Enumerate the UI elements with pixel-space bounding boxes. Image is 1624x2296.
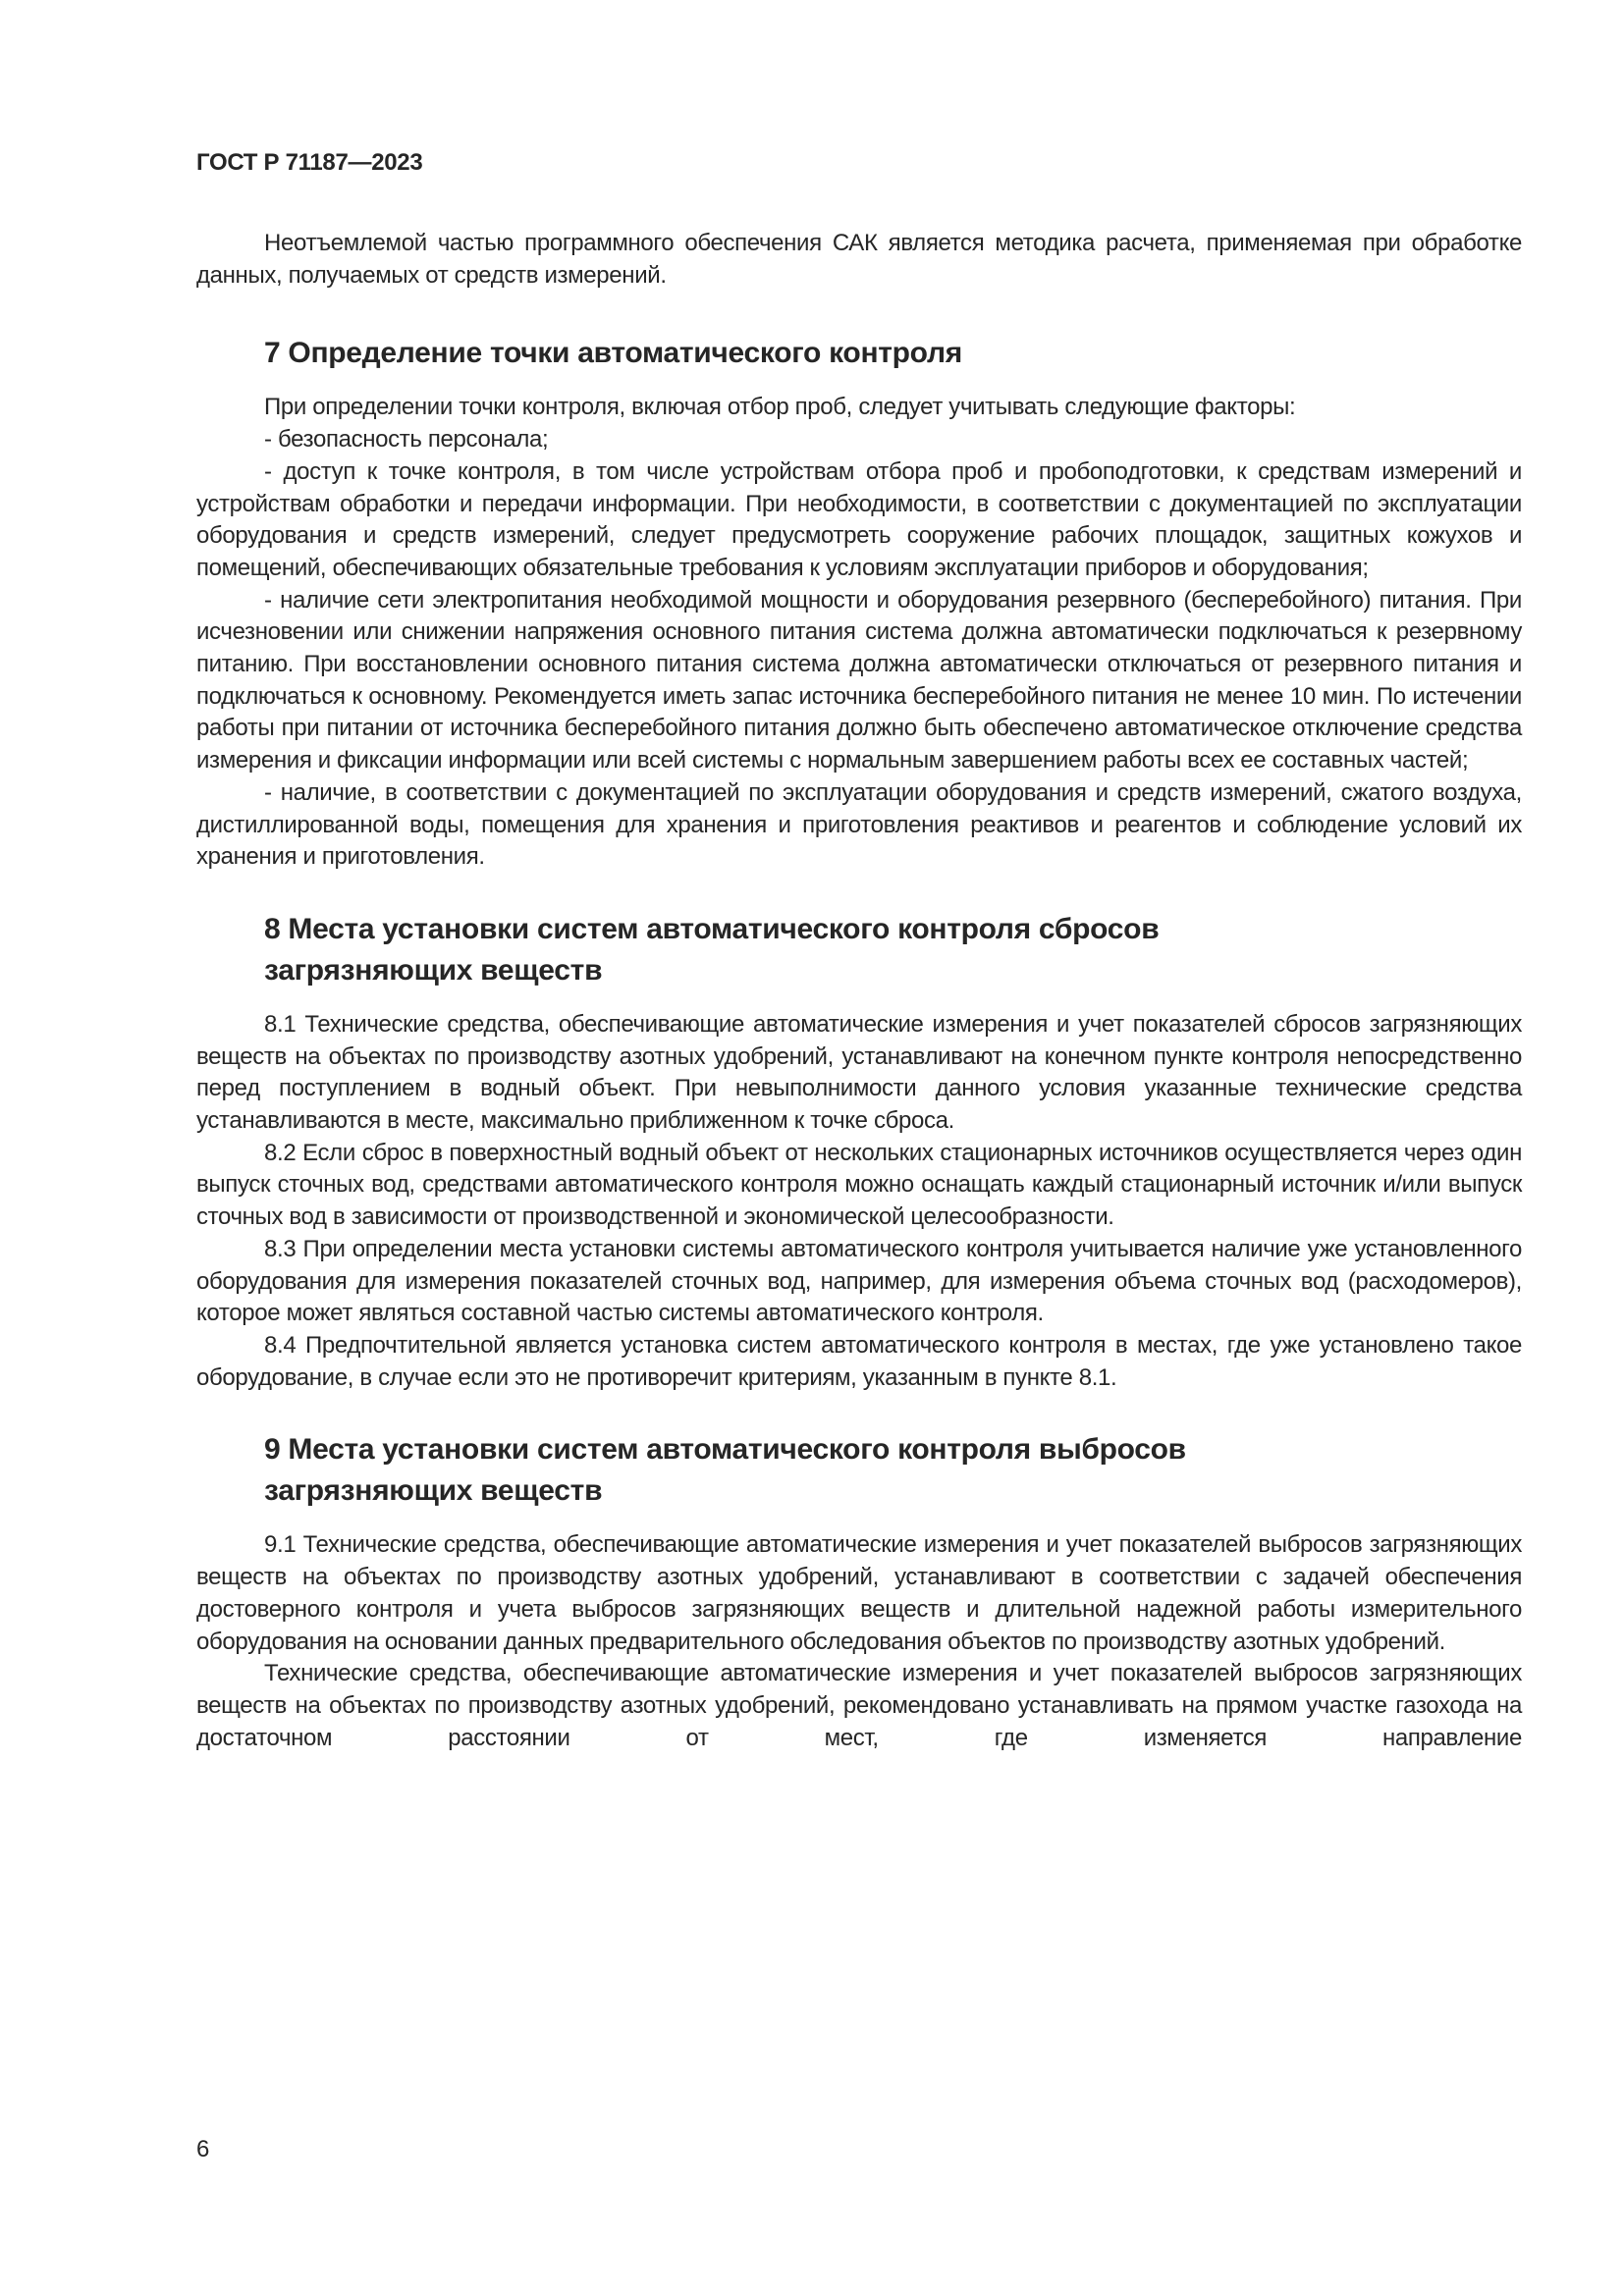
section-9-title-line2: загрязняющих веществ — [264, 1474, 603, 1508]
section-9-title — [196, 1429, 1522, 1512]
clause-8-3: 8.3 При определении места установки системы автоматического контроля учитывается наличие уже установленного оборудования для измерения показателей сточных вод, например, для измерения объема сточных вод (расходомеров), которое может являться составной частью системы автоматического контроля. — [196, 1235, 1522, 1327]
list-item: - доступ к точке контроля, в том числе устройствам отбора проб и пробоподготовки, к средствам измерений и устройствам обработки и передачи информации. При необходимости, в соответствии с документацией по эксплуатации оборудования и средств измерений, следует предусмотреть сооружение рабочих площадок, защитных кожухов и помещений, обеспечивающих обязательные требования к условиям эксплуатации приборов и оборудования; — [196, 457, 1522, 581]
section-7-title: 7 Определение точки автоматического контроля — [264, 337, 962, 370]
page-content — [196, 228, 1522, 1754]
intro-paragraph: Неотъемлемой частью программного обеспечения САК является методика расчета, применяемая при обработке данных, получаемых от средств измерений. — [196, 230, 1522, 289]
section-8-title — [196, 909, 1522, 991]
paragraph: При определении точки контроля, включая отбор проб, следует учитывать следующие факторы: — [264, 394, 1296, 421]
clause-8-4: 8.4 Предпочтительной является установка систем автоматического контроля в местах, где уже установлено такое оборудование, в случае если это не противоречит критериям, указанным в пункте 8.1. — [196, 1331, 1522, 1391]
page-number: 6 — [196, 2136, 210, 2163]
list-item: - наличие, в соответствии с документацией по эксплуатации оборудования и средств измерений, сжатого воздуха, дистиллированной воды, помещения для хранения и приготовления реактивов и реагентов и соблюдение условий их хранения и приготовления. — [196, 778, 1522, 871]
section-8-title-line1: 8 Места установки систем автоматического контроля сбросов — [264, 912, 1160, 945]
section-9-title-line1: 9 Места установки систем автоматического контроля выбросов — [264, 1433, 1186, 1467]
section-8-title-line2: загрязняющих веществ — [264, 953, 603, 987]
clause-8-2: 8.2 Если сброс в поверхностный водный объект от нескольких стационарных источников осуществляется через один выпуск сточных вод, средствами автоматического контроля можно оснащать каждый стационарный источник и/или выпуск сточных вод в зависимости от производственной и экономической целесообразности. — [196, 1139, 1522, 1231]
clause-9-1: 9.1 Технические средства, обеспечивающие автоматические измерения и учет показателей выбросов загрязняющих веществ на объектах по производству азотных удобрений, устанавливают в соответствии с задачей обеспечения достоверного контроля и учета выбросов загрязняющих веществ и длительной надежной работы измерительного оборудования на основании данных предварительного обследования объектов по производству азотных удобрений. — [196, 1531, 1522, 1655]
paragraph: Технические средства, обеспечивающие автоматические измерения и учет показателей выбросов загрязняющих веществ на объектах по производству азотных удобрений, рекомендовано устанавливать на прямом участке газохода на достаточном расстоянии от мест, где изменяется направление — [196, 1660, 1522, 1751]
list-item: - наличие сети электропитания необходимой мощности и оборудования резервного (бесперебойного) питания. При исчезновении или снижении напряжения основного питания система должна автоматически подключаться к резервному питанию. При восстановлении основного питания система должна автоматически отключаться от резервного питания и подключаться к основному. Рекомендуется иметь запас источника бесперебойного питания не менее 10 мин. По истечении работы при питании от источника бесперебойного питания должно быть обеспечено автоматическое отключение средства измерения и фиксации информации или всей системы с нормальным завершением работы всех ее составных частей; — [196, 586, 1522, 774]
clause-8-1: 8.1 Технические средства, обеспечивающие автоматические измерения и учет показателей сбросов загрязняющих веществ на объектах по производству азотных удобрений, устанавливают на конечном пункте контроля непосредственно перед поступлением в водный объект. При невыполнимости данного условия указанные технические средства устанавливаются в месте, максимально приближенном к точке сброса. — [196, 1010, 1522, 1135]
list-item: - безопасность персонала; — [264, 426, 549, 454]
document-header: ГОСТ Р 71187—2023 — [196, 149, 423, 176]
